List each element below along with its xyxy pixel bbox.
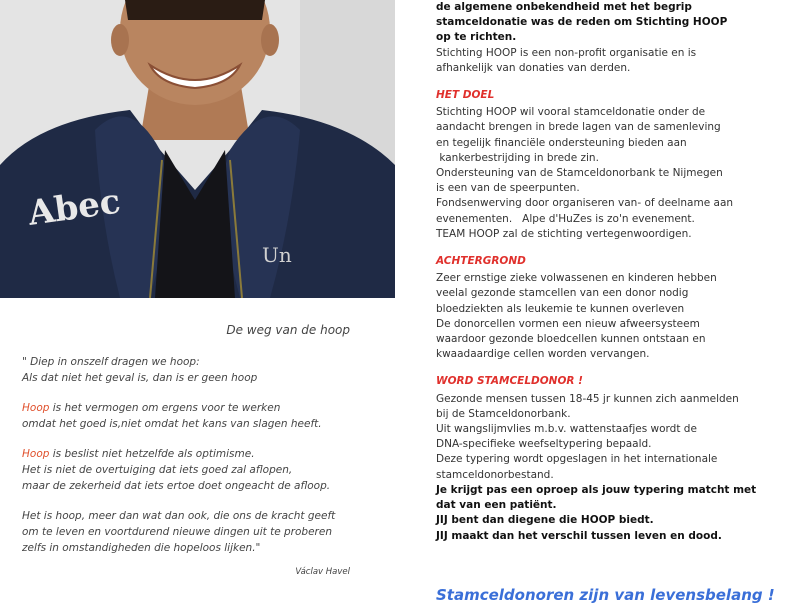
- quote-line: [22, 400, 382, 416]
- section-line: Fondsenwerving door organiseren van- of deelname aan: [436, 197, 734, 210]
- quote-paragraph-4: [22, 508, 382, 556]
- section-word-stamceldonor: [436, 374, 776, 543]
- quote-line: " Diep in onszelf dragen we hoop:: [22, 356, 200, 368]
- quote-block: [22, 322, 382, 580]
- section-line: Gezonde mensen tussen 18-45 jr kunnen zich aanmelden: [436, 392, 739, 405]
- section-line: is een van de speerpunten.: [436, 182, 580, 195]
- section-het-doel: [436, 88, 776, 242]
- info-column: [436, 0, 776, 544]
- quote-paragraph-3: [22, 446, 382, 494]
- quote-text: is beslist niet hetzelfde als optimisme.: [49, 448, 255, 460]
- section-line: aandacht brengen in brede lagen van de samenleving: [436, 121, 721, 134]
- section-line: Uit wangslijmvlies m.b.v. wattenstaafjes wordt de: [436, 423, 697, 436]
- section-line: Ondersteuning van de Stamceldonorbank te Nijmegen: [436, 167, 723, 180]
- slogan: Stamceldonoren zijn van levensbelang !: [436, 586, 775, 604]
- quote-line: maar de zekerheid dat iets ertoe doet ongeacht de afloop.: [22, 480, 331, 492]
- section-achtergrond: [436, 254, 776, 362]
- quote-line: [22, 446, 382, 462]
- caption-title: De weg van de hoop: [226, 323, 350, 337]
- portrait-photo: [0, 0, 395, 298]
- quote-line: omdat het goed is,niet omdat het kans van slagen heeft.: [22, 418, 322, 430]
- section-line: bloedziekten als leukemie te kunnen overleven: [436, 302, 685, 315]
- jacket-print-left: Abec: [25, 181, 123, 234]
- intro-bold-line: de algemene onbekendheid met het begrip: [436, 1, 692, 13]
- hoop-highlight: Hoop: [22, 402, 50, 414]
- quote-text: is het vermogen om ergens voor te werken: [49, 402, 281, 414]
- quote-paragraph-1: [22, 354, 382, 386]
- quote-line: zelfs in omstandigheden die hopeloos lijken.": [22, 542, 261, 554]
- section-line: DNA-specifieke weefseltypering bepaald.: [436, 438, 652, 451]
- section-bold-line: JIJ bent dan diegene die HOOP biedt.: [436, 514, 654, 527]
- section-line: bij de Stamceldonorbank.: [436, 407, 571, 420]
- section-line: Deze typering wordt opgeslagen in het internationale: [436, 453, 718, 466]
- section-line: Stichting HOOP wil vooral stamceldonatie onder de: [436, 106, 706, 119]
- quote-paragraph-2: [22, 400, 382, 432]
- section-line: veelal gezonde stamcellen van een donor nodig: [436, 287, 689, 300]
- section-line: kwaadaardige cellen worden vervangen.: [436, 348, 650, 361]
- quote-line: Als dat niet het geval is, dan is er geen hoop: [22, 372, 258, 384]
- section-heading: WORD STAMCELDONOR !: [436, 375, 583, 388]
- section-line: kankerbestrijding in brede zin.: [436, 151, 599, 164]
- intro-line: afhankelijk van donaties van derden.: [436, 61, 631, 74]
- section-heading: ACHTERGROND: [436, 255, 526, 268]
- intro-bold-line: stamceldonatie was de reden om Stichting HOOP: [436, 16, 728, 29]
- section-line: evenementen. Alpe d'HuZes is zo'n evenement.: [436, 212, 695, 225]
- intro-bold-line: op te richten.: [436, 31, 517, 44]
- portrait-illustration: [0, 0, 395, 298]
- section-line: stamceldonorbestand.: [436, 468, 554, 481]
- section-line: waardoor gezonde bloedcellen kunnen ontstaan en: [436, 333, 706, 346]
- section-heading: HET DOEL: [436, 89, 495, 102]
- section-line: De donorcellen vormen een nieuw afweersysteem: [436, 317, 700, 330]
- quote-line: Het is niet de overtuiging dat iets goed zal aflopen,: [22, 464, 293, 476]
- section-line: TEAM HOOP zal de stichting vertegenwoordigen.: [436, 227, 692, 240]
- jacket-print-right: Un: [262, 243, 292, 267]
- section-line: Zeer ernstige zieke volwassenen en kinderen hebben: [436, 272, 717, 285]
- quote-line: om te leven en voortdurend nieuwe dingen uit te proberen: [22, 526, 332, 538]
- section-bold-line: JIJ maakt dan het verschil tussen leven en dood.: [436, 529, 722, 542]
- section-bold-line: dat van een patiënt.: [436, 499, 557, 512]
- quote-line: Het is hoop, meer dan wat dan ook, die ons de kracht geeft: [22, 510, 336, 522]
- intro-block: [436, 0, 776, 76]
- hoop-highlight: Hoop: [22, 448, 50, 460]
- quote-author: Václav Havel: [295, 567, 350, 577]
- section-bold-line: Je krijgt pas een oproep als jouw typering matcht met: [436, 483, 757, 496]
- section-line: en tegelijk financiële ondersteuning bieden aan: [436, 136, 687, 149]
- intro-line: Stichting HOOP is een non-profit organisatie en is: [436, 46, 697, 59]
